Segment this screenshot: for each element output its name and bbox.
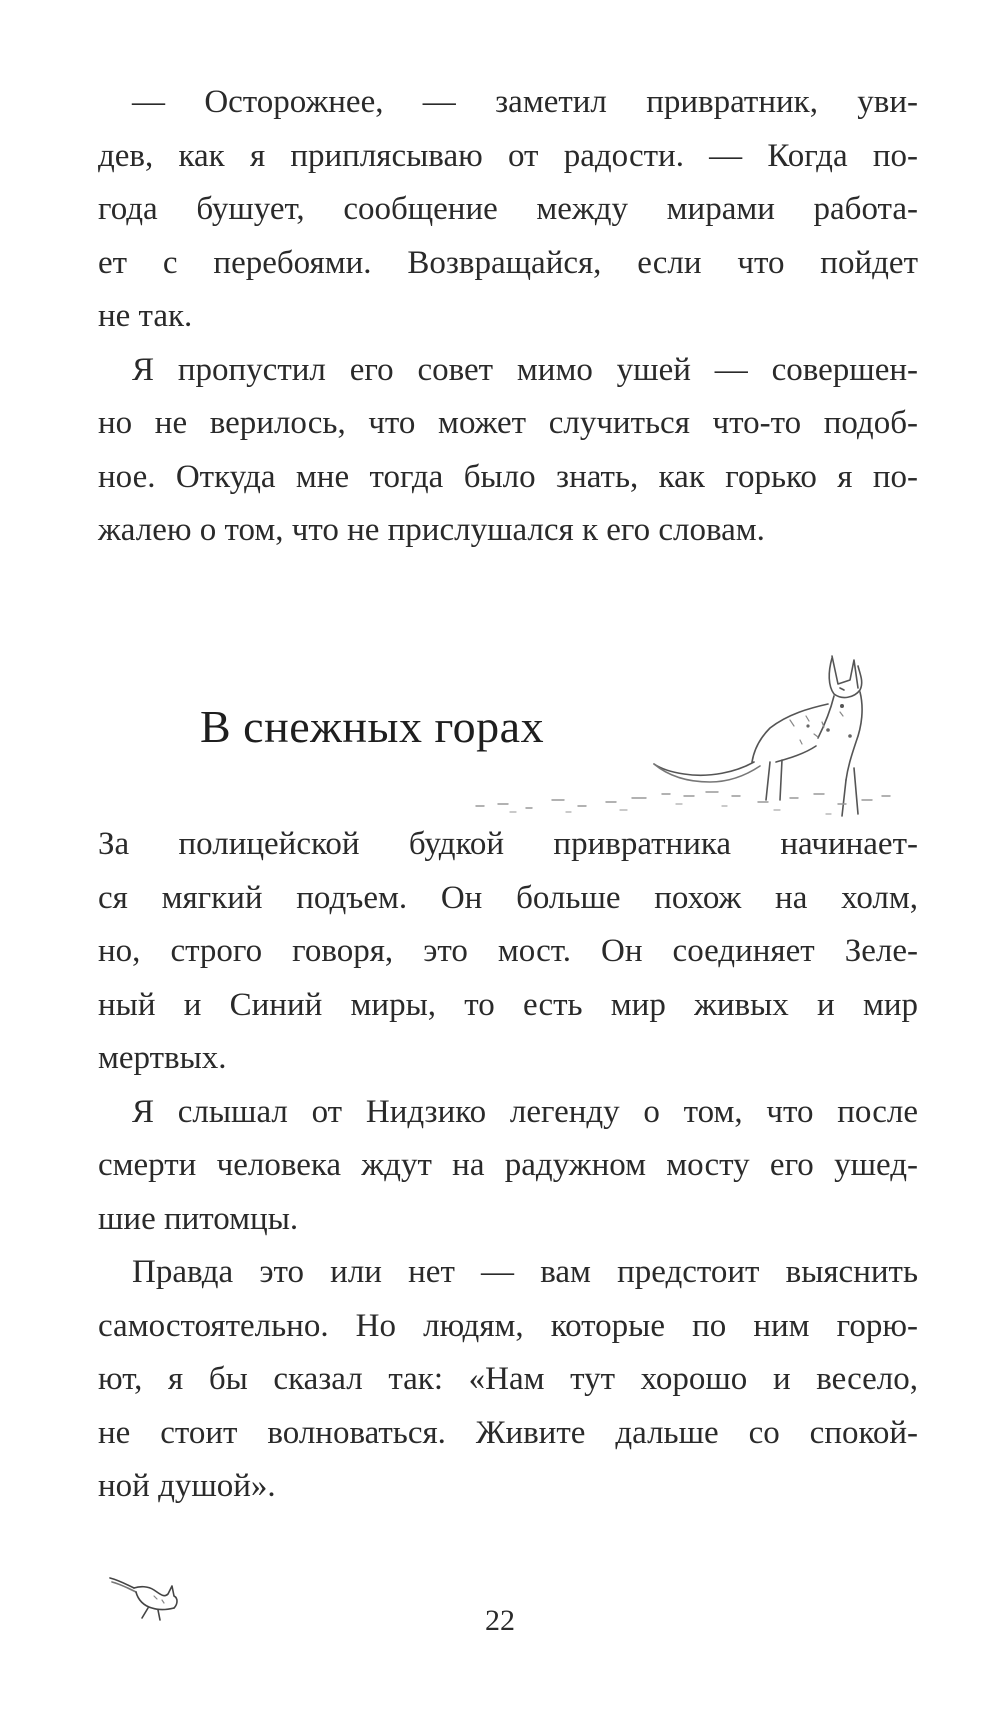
text-line: ное. Откуда мне тогда было знать, как горько я по-: [98, 458, 918, 495]
text-line: — Осторожнее, — заметил привратник, уви-: [132, 84, 918, 120]
text-line: ной душой».: [98, 1468, 276, 1504]
paragraph: [98, 76, 918, 344]
text-before-heading: [98, 76, 918, 558]
text-line: шие питомцы.: [98, 1200, 299, 1237]
section-heading: В снежных горах: [200, 701, 545, 752]
text-line: Правда это или нет — вам предстоит выяснить: [132, 1254, 918, 1290]
paragraph: [98, 1246, 918, 1514]
text-line: дев, как я приплясываю от радости. — Когда по-: [98, 137, 918, 174]
text-line: но, строго говоря, это мост. Он соединяет Зеле-: [98, 933, 918, 969]
text-line: Я пропустил его совет мимо ушей — совершен-: [132, 351, 918, 388]
cat-sketch-icon: [470, 650, 900, 840]
page-number: 22: [485, 1604, 515, 1637]
text-line: не стоит волноваться. Живите дальше со спокой-: [98, 1414, 918, 1451]
text-line: не так.: [98, 298, 193, 334]
paragraph: [98, 344, 918, 558]
text-line: года бушует, сообщение между мирами работа-: [98, 191, 918, 227]
text-line: За полицейской будкой привратника начинает-: [98, 826, 918, 862]
paragraph: [98, 1086, 918, 1247]
text-line: самостоятельно. Но людям, которые по ним горю-: [98, 1307, 918, 1344]
paragraph: [98, 818, 918, 1086]
text-line: смерти человека ждут на радужном мосту его ушед-: [98, 1147, 918, 1183]
text-line: Я слышал от Нидзико легенду о том, что после: [132, 1093, 918, 1130]
text-line: ет с перебоями. Возвращайся, если что пойдет: [98, 244, 918, 281]
text-line: ся мягкий подъем. Он больше похож на холм,: [98, 879, 918, 916]
text-line: ют, я бы сказал так: «Нам тут хорошо и весело,: [98, 1361, 918, 1397]
text-line: мертвых.: [98, 1040, 227, 1076]
text-line: ный и Синий миры, то есть мир живых и мир: [98, 986, 918, 1023]
text-line: но не верилось, что может случиться что-то подоб-: [98, 405, 918, 441]
text-after-heading: [98, 818, 918, 1514]
text-line: жалею о том, что не прислушался к его словам.: [98, 512, 765, 548]
